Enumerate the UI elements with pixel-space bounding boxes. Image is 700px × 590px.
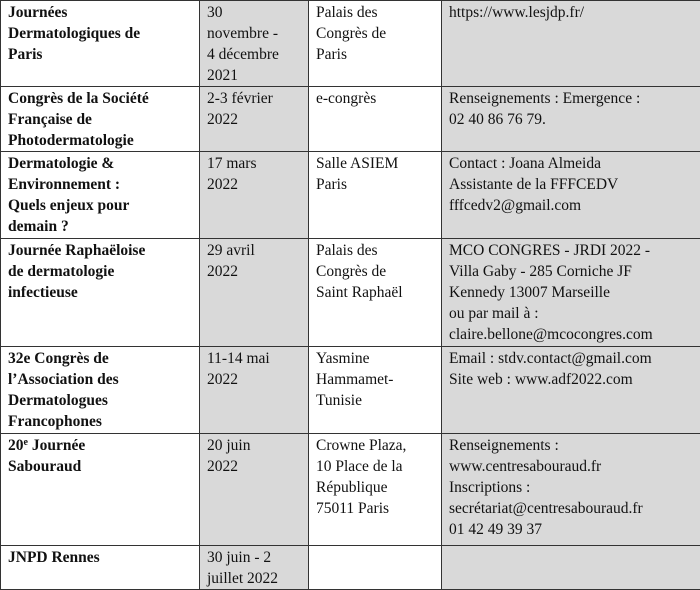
event-info-cell — [442, 347, 700, 434]
event-date-cell — [200, 87, 309, 152]
event-name-cell — [1, 347, 200, 434]
event-name-line: l’Association des — [8, 369, 193, 390]
event-place-cell — [309, 1, 442, 87]
event-name-superscript: e — [24, 437, 28, 448]
table-row — [1, 87, 700, 152]
event-place-line: Paris — [316, 44, 435, 65]
event-date-line: juillet 2022 — [207, 568, 302, 589]
event-info-cell — [442, 1, 700, 87]
event-info-cell — [442, 87, 700, 152]
event-date-line: 17 mars — [207, 153, 302, 174]
event-date-line: 2022 — [207, 174, 302, 195]
event-info-line: Assistante de la FFFCEDV — [449, 174, 694, 195]
event-name-line: Photodermatologie — [8, 130, 193, 151]
event-place-line: République — [316, 477, 435, 498]
event-info-line: Contact : Joana Almeida — [449, 153, 694, 174]
event-name-line: Journées — [8, 2, 193, 23]
event-info-link[interactable]: www.centresabouraud.fr — [449, 456, 694, 477]
event-info-line: Villa Gaby - 285 Corniche JF — [449, 261, 694, 282]
event-name-cell — [1, 239, 200, 347]
event-place-line: Paris — [316, 174, 435, 195]
event-place-line: Palais des — [316, 2, 435, 23]
event-info-cell — [442, 152, 700, 239]
event-name-cell — [1, 1, 200, 87]
event-name-number: 20 — [8, 437, 24, 454]
event-name-cell — [1, 434, 200, 546]
event-place-line: 10 Place de la — [316, 456, 435, 477]
event-date-line: 29 avril — [207, 240, 302, 261]
event-place-line: Hammamet- — [316, 369, 435, 390]
event-place-cell — [309, 434, 442, 546]
event-name-line — [8, 435, 193, 456]
event-name-line: demain ? — [8, 216, 193, 237]
event-info-link[interactable]: https://www.lesjdp.fr/ — [449, 2, 694, 23]
event-name-line: Dermatologiques de — [8, 23, 193, 44]
event-name-line: JNPD Rennes — [8, 547, 193, 568]
event-name-line: Paris — [8, 44, 193, 65]
table-row — [1, 239, 700, 347]
event-info-email[interactable]: fffcedv2@gmail.com — [449, 195, 694, 216]
event-place-line: Saint Raphaël — [316, 282, 435, 303]
event-place-line: Yasmine — [316, 348, 435, 369]
event-name-line: Sabouraud — [8, 456, 193, 477]
event-place-cell — [309, 87, 442, 152]
event-place-line: Congrès de — [316, 23, 435, 44]
event-name-line: Quels enjeux pour — [8, 195, 193, 216]
event-info-line: Inscriptions : — [449, 477, 694, 498]
event-place-line: Salle ASIEM — [316, 153, 435, 174]
table-row — [1, 434, 700, 546]
event-name-line: Environnement : — [8, 174, 193, 195]
event-info-line: 02 40 86 76 79. — [449, 109, 694, 130]
event-date-line: 2022 — [207, 261, 302, 282]
event-info-cell — [442, 239, 700, 347]
event-place-line: Crowne Plaza, — [316, 435, 435, 456]
event-name-cell — [1, 546, 200, 590]
event-name-line: Journée Raphaëloise — [8, 240, 193, 261]
event-date-line: 30 — [207, 2, 302, 23]
event-info-email[interactable]: secrétariat@centresabouraud.fr — [449, 498, 694, 519]
event-date-line: 11-14 mai — [207, 348, 302, 369]
event-date-line: 2022 — [207, 109, 302, 130]
table-row — [1, 1, 700, 87]
event-name-cell — [1, 87, 200, 152]
event-date-line: 30 juin - 2 — [207, 547, 302, 568]
event-place-line: Congrès de — [316, 261, 435, 282]
event-info-link[interactable]: Site web : www.adf2022.com — [449, 369, 694, 390]
event-date-cell — [200, 152, 309, 239]
event-date-cell — [200, 1, 309, 87]
event-place-line: 75011 Paris — [316, 498, 435, 519]
event-info-line: Kennedy 13007 Marseille — [449, 282, 694, 303]
event-place-cell — [309, 347, 442, 434]
event-name-cell — [1, 152, 200, 239]
event-place-line: e-congrès — [316, 88, 435, 109]
event-date-cell — [200, 546, 309, 590]
event-date-cell — [200, 347, 309, 434]
event-date-line: novembre - — [207, 23, 302, 44]
event-info-cell — [442, 546, 700, 590]
event-info-email[interactable]: Email : stdv.contact@gmail.com — [449, 348, 694, 369]
event-date-line: 2021 — [207, 65, 302, 86]
event-info-line: MCO CONGRES - JRDI 2022 - — [449, 240, 694, 261]
event-name-line: de dermatologie — [8, 261, 193, 282]
event-info-line: ou par mail à : — [449, 303, 694, 324]
event-name-rest: Journée — [28, 437, 85, 454]
event-name-line: Dermatologues — [8, 390, 193, 411]
event-date-cell — [200, 434, 309, 546]
event-date-line: 2-3 février — [207, 88, 302, 109]
event-info-line: Renseignements : Emergence : — [449, 88, 694, 109]
event-place-line: Tunisie — [316, 390, 435, 411]
event-date-line: 4 décembre — [207, 44, 302, 65]
event-name-line: Congrès de la Société — [8, 88, 193, 109]
event-date-line: 2022 — [207, 456, 302, 477]
event-place-line: Palais des — [316, 240, 435, 261]
table-row — [1, 347, 700, 434]
event-name-line: infectieuse — [8, 282, 193, 303]
event-name-line: Francophones — [8, 411, 193, 432]
event-date-cell — [200, 239, 309, 347]
event-info-phone: 01 42 49 39 37 — [449, 519, 694, 540]
event-name-line: Dermatologie & — [8, 153, 193, 174]
event-date-line: 20 juin — [207, 435, 302, 456]
event-place-cell — [309, 546, 442, 590]
event-name-line: Française de — [8, 109, 193, 130]
event-info-email[interactable]: claire.bellone@mcocongres.com — [449, 324, 694, 345]
event-date-line: 2022 — [207, 369, 302, 390]
event-info-cell — [442, 434, 700, 546]
event-name-line: 32e Congrès de — [8, 348, 193, 369]
event-place-cell — [309, 152, 442, 239]
table-row — [1, 546, 700, 590]
event-place-cell — [309, 239, 442, 347]
event-info-line: Renseignements : — [449, 435, 694, 456]
table-row — [1, 152, 700, 239]
